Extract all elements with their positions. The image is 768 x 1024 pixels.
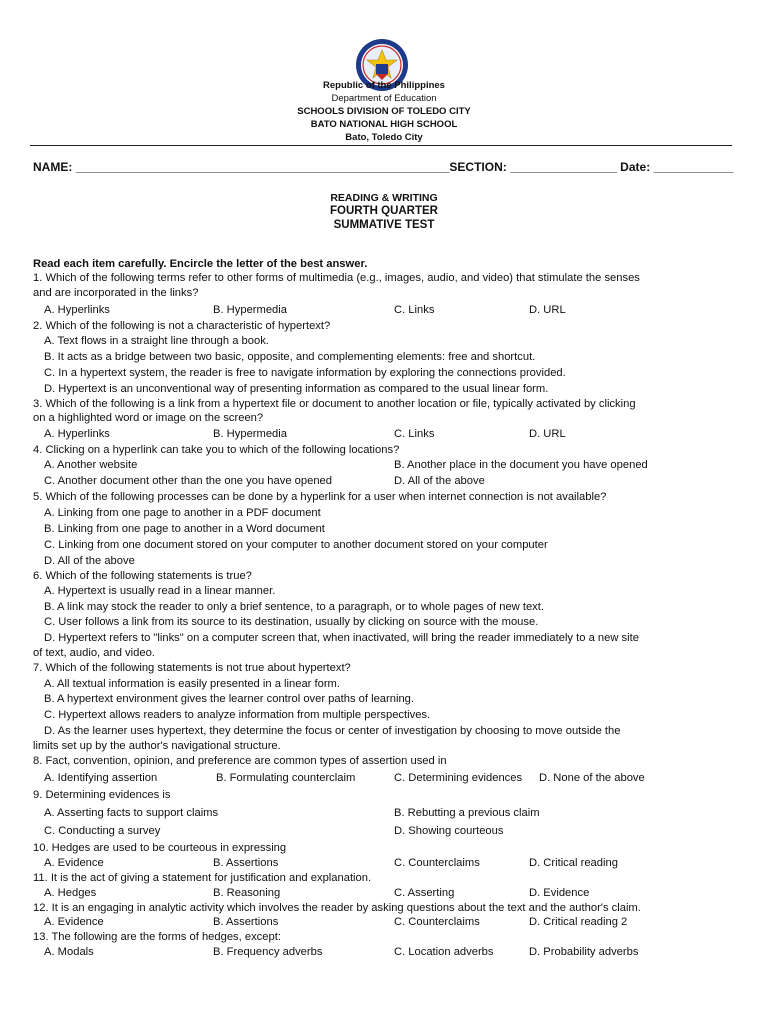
question-3-text: 3. Which of the following is a link from a hypertext file or document to another location or file, typically activated by clicking xyxy=(33,398,636,410)
header-country: Republic of the Philippines xyxy=(323,80,445,91)
question-9-option: B. Rebutting a previous claim xyxy=(394,807,540,819)
question-2-option: A. Text flows in a straight line through a book. xyxy=(44,335,269,347)
question-8-option: C. Determining evidences xyxy=(394,772,523,784)
question-4-text: 4. Clicking on a hyperlink can take you to which of the following locations? xyxy=(33,444,400,456)
question-6-option: D. Hypertext refers to "links" on a computer screen that, when inactivated, will bring the reader immediately to a new site xyxy=(44,632,639,644)
question-11-option: C. Asserting xyxy=(394,887,455,899)
question-7-option: D. As the learner uses hypertext, they determine the focus or center of investigation by choosing to move outside the xyxy=(44,725,621,737)
question-4-option: B. Another place in the document you have opened xyxy=(394,459,648,471)
question-9-option: C. Conducting a survey xyxy=(44,825,161,837)
question-13-text: 13. The following are the forms of hedges, except: xyxy=(33,931,281,943)
question-3-text: on a highlighted word or image on the screen? xyxy=(33,412,264,424)
question-10-option: C. Counterclaims xyxy=(394,857,480,869)
question-12-option: C. Counterclaims xyxy=(394,916,480,928)
question-3-option: D. URL xyxy=(529,428,566,440)
test-title: SUMMATIVE TEST xyxy=(333,219,435,231)
question-6-option: of text, audio, and video. xyxy=(33,647,155,659)
question-4-option: A. Another website xyxy=(44,459,138,471)
question-7-text: 7. Which of the following statements is not true about hypertext? xyxy=(33,662,351,674)
question-3-option: C. Links xyxy=(394,428,435,440)
question-8-option: D. None of the above xyxy=(539,772,645,784)
question-4-option: C. Another document other than the one you have opened xyxy=(44,475,332,487)
question-6-option: A. Hypertext is usually read in a linear manner. xyxy=(44,585,276,597)
question-8-text: 8. Fact, convention, opinion, and preference are common types of assertion used in xyxy=(33,755,447,767)
question-1-text: and are incorporated in the links? xyxy=(33,287,199,299)
question-12-option: B. Assertions xyxy=(213,916,279,928)
header-location: Bato, Toledo City xyxy=(345,132,423,143)
question-5-option: A. Linking from one page to another in a PDF document xyxy=(44,507,321,519)
question-7-option: B. A hypertext environment gives the learner control over paths of learning. xyxy=(44,693,415,705)
header-school: BATO NATIONAL HIGH SCHOOL xyxy=(310,119,458,130)
question-4-option: D. All of the above xyxy=(394,475,485,487)
question-10-text: 10. Hedges are used to be courteous in expressing xyxy=(33,842,287,854)
question-2-option: D. Hypertext is an unconventional way of presenting information as compared to the usual linear form. xyxy=(44,383,549,395)
header-department: Department of Education xyxy=(331,93,437,104)
question-8-option: B. Formulating counterclaim xyxy=(216,772,356,784)
name-section-date-line: NAME: ________________________________________________________SECTION: ________________ Date: ____________ xyxy=(33,160,734,174)
quarter-title: FOURTH QUARTER xyxy=(330,205,438,217)
question-10-option: A. Evidence xyxy=(44,857,104,869)
question-3-option: A. Hyperlinks xyxy=(44,428,110,440)
question-5-option: B. Linking from one page to another in a Word document xyxy=(44,523,325,535)
question-1-option: D. URL xyxy=(529,304,566,316)
question-13-option: C. Location adverbs xyxy=(394,946,494,958)
question-12-option: A. Evidence xyxy=(44,916,104,928)
question-10-option: D. Critical reading xyxy=(529,857,618,869)
question-12-text: 12. It is an engaging in analytic activity which involves the reader by asking questions about the text and the author's claim. xyxy=(33,902,641,914)
question-11-text: 11. It is the act of giving a statement for justification and explanation. xyxy=(33,872,372,884)
question-13-option: D. Probability adverbs xyxy=(529,946,639,958)
question-9-option: A. Asserting facts to support claims xyxy=(44,807,219,819)
instructions-text: Read each item carefully. Encircle the letter of the best answer. xyxy=(33,258,368,270)
question-11-option: B. Reasoning xyxy=(213,887,281,899)
question-5-option: D. All of the above xyxy=(44,555,135,567)
question-6-option: B. A link may stock the reader to only a brief sentence, to a paragraph, or to whole pages of new text. xyxy=(44,601,544,613)
question-2-text: 2. Which of the following is not a characteristic of hypertext? xyxy=(33,320,331,332)
question-3-option: B. Hypermedia xyxy=(213,428,287,440)
question-8-option: A. Identifying assertion xyxy=(44,772,158,784)
question-5-option: C. Linking from one document stored on your computer to another document stored on your computer xyxy=(44,539,548,551)
question-11-option: D. Evidence xyxy=(529,887,590,899)
question-5-text: 5. Which of the following processes can be done by a hyperlink for a user when internet connection is not available? xyxy=(33,491,607,503)
question-10-option: B. Assertions xyxy=(213,857,279,869)
question-1-option: B. Hypermedia xyxy=(213,304,287,316)
subject-title: READING & WRITING xyxy=(330,192,438,204)
question-11-option: A. Hedges xyxy=(44,887,97,899)
question-1-text: 1. Which of the following terms refer to other forms of multimedia (e.g., images, audio, and video) that stimulate the senses xyxy=(33,272,640,284)
question-7-option: C. Hypertext allows readers to analyze information from multiple perspectives. xyxy=(44,709,431,721)
question-12-option: D. Critical reading 2 xyxy=(529,916,628,928)
question-1-option: C. Links xyxy=(394,304,435,316)
header-division: SCHOOLS DIVISION OF TOLEDO CITY xyxy=(297,106,471,117)
question-13-option: A. Modals xyxy=(44,946,94,958)
question-9-text: 9. Determining evidences is xyxy=(33,789,171,801)
question-7-option: limits set up by the author's navigational structure. xyxy=(33,740,281,752)
question-13-option: B. Frequency adverbs xyxy=(213,946,323,958)
question-7-option: A. All textual information is easily presented in a linear form. xyxy=(44,678,340,690)
question-2-option: C. In a hypertext system, the reader is free to navigate information by exploring the connections provided. xyxy=(44,367,566,379)
question-9-option: D. Showing courteous xyxy=(394,825,504,837)
question-1-option: A. Hyperlinks xyxy=(44,304,110,316)
question-2-option: B. It acts as a bridge between two basic, opposite, and complementing elements: free and shortcut. xyxy=(44,351,536,363)
question-6-option: C. User follows a link from its source to its destination, usually by clicking on source with the mouse. xyxy=(44,616,539,628)
header-divider xyxy=(30,145,732,146)
question-6-text: 6. Which of the following statements is true? xyxy=(33,570,252,582)
